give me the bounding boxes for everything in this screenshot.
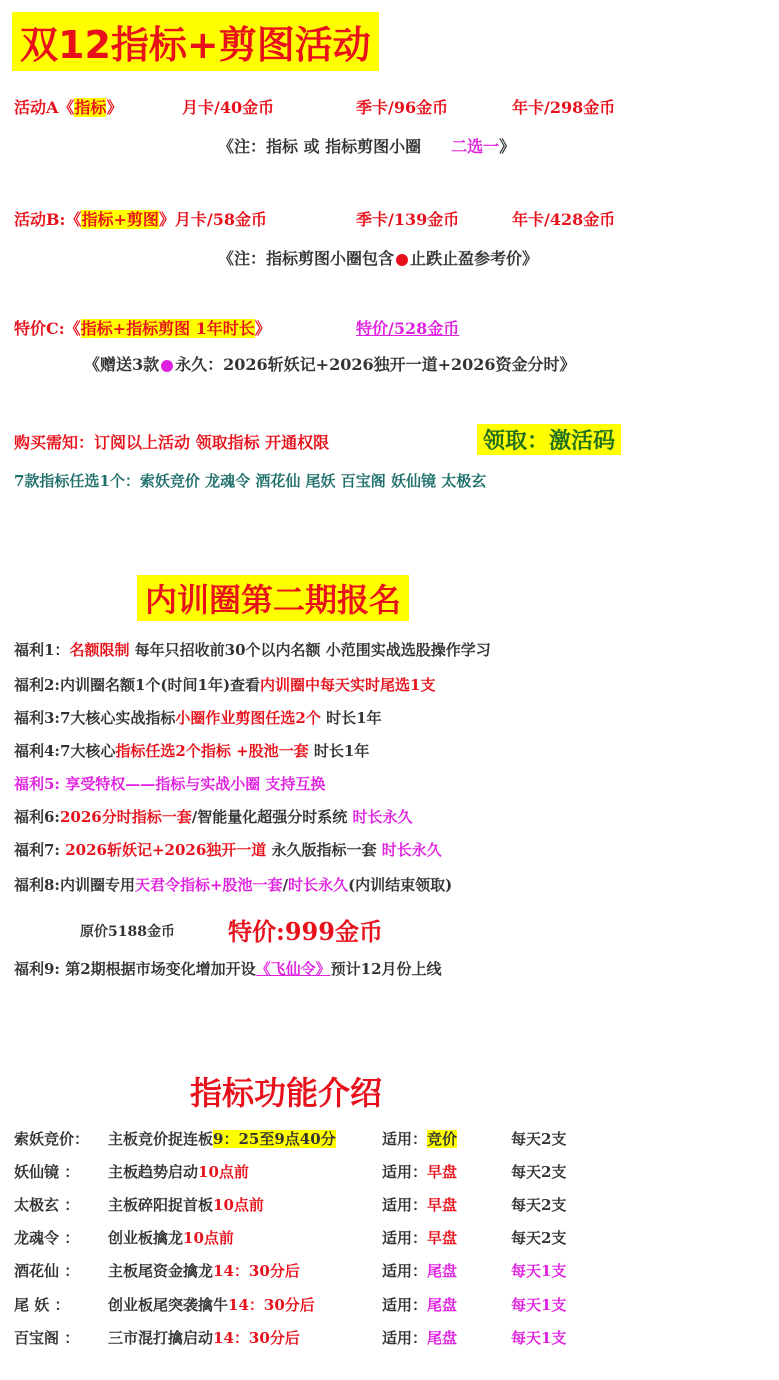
activity-a-label (14, 95, 122, 118)
activation-code-label: 领取：激活码 (477, 424, 621, 455)
benefit-8-sep: / (282, 876, 289, 894)
indicator-use-label: 适用： (382, 1296, 428, 1314)
benefit-8-mag2: 时长永久 (288, 876, 349, 894)
benefit-7-red: 2026斩妖记+2026独开一道 (65, 841, 267, 859)
indicator-frequency: 每天1支 (511, 1262, 567, 1280)
activity-b-note-end: 止跌止盈参考价》 (410, 249, 539, 268)
indicator-use (382, 1161, 457, 1182)
activity-a-quarter: 季卡/96金币 (356, 98, 449, 117)
indicator-desc (108, 1327, 300, 1348)
benefit-7-mag: 时长永久 (381, 841, 442, 859)
indicator-use-value: 竞价 (427, 1130, 458, 1148)
feixianling-link[interactable]: 《飞仙令》 (255, 960, 331, 978)
benefit-3-rest: 时长1年 (320, 709, 382, 727)
indicator-frequency: 每天2支 (511, 1229, 567, 1247)
original-price: 原价5188金币 (80, 924, 175, 940)
indicator-frequency: 每天2支 (511, 1163, 567, 1181)
activity-b-year: 年卡/428金币 (512, 210, 616, 229)
magenta-dot-icon (161, 360, 173, 372)
indicator-time: 14：30分后 (213, 1329, 300, 1347)
benefit-8-rest: (内训结束领取) (348, 876, 453, 894)
indicator-name: 妖仙镜 ： (14, 1163, 80, 1181)
activity-a-highlight: 指标 (74, 98, 107, 117)
indicator-name: 索妖竞价： (14, 1130, 90, 1148)
activity-a-year: 年卡/298金币 (512, 98, 616, 117)
indicator-use-label: 适用： (382, 1262, 428, 1280)
benefit-4 (14, 740, 369, 761)
benefit-7-rest: 永久版指标一套 (266, 841, 382, 859)
benefit-3-red: 小圈作业剪图任选2个 (175, 709, 321, 727)
indicator-desc-text: 主板尾资金擒龙 (108, 1262, 214, 1280)
benefit-3-label: 福利3:7大核心实战指标 (14, 709, 176, 727)
benefit-8-mag1: 天君令指标+股池一套 (134, 876, 283, 894)
benefit-4-label: 福利4:7大核心 (14, 742, 116, 760)
indicator-desc-text: 主板趋势启动 (108, 1163, 199, 1181)
indicator-desc (108, 1194, 264, 1215)
special-c-label (14, 316, 271, 339)
indicator-use (382, 1194, 457, 1215)
indicator-frequency: 每天2支 (511, 1130, 567, 1148)
activity-a-note-choice: 二选一 (451, 137, 500, 156)
indicator-time: 10点前 (183, 1229, 234, 1247)
training-title: 内训圈第二期报名 (137, 575, 409, 621)
special-price: 特价:999金币 (228, 917, 383, 946)
indicator-desc-text: 创业板尾突袭擒牛 (108, 1296, 229, 1314)
benefit-2-red: 内训圈中每天实时尾选1支 (260, 676, 436, 694)
indicator-use-value: 尾盘 (427, 1329, 458, 1347)
indicator-use-value: 尾盘 (427, 1262, 458, 1280)
activity-b-highlight: 指标+剪图 (81, 210, 159, 229)
indicator-use-label: 适用： (382, 1196, 428, 1214)
benefit-2-label: 福利2:内训圈名额1个(时间1年)查看 (14, 676, 261, 694)
activity-b-month: 月卡/58金币 (174, 210, 267, 229)
indicator-use-value: 早盘 (427, 1229, 458, 1247)
activity-a-month: 月卡/40金币 (182, 98, 275, 117)
activity-a-note-end: 》 (499, 137, 516, 156)
indicator-desc-text: 主板竞价捉连板 (108, 1130, 214, 1148)
indicator-desc (108, 1227, 234, 1248)
benefit-1-red: 名额限制 (69, 641, 130, 659)
benefit-9-label: 福利9: 第2期根据市场变化增加开设 (14, 960, 256, 978)
activity-b-label (14, 207, 267, 230)
activity-b-suffix: 》 (158, 210, 175, 229)
activity-b-note-text: 《注：指标剪图小圈包含 (218, 249, 395, 268)
indicator-name: 酒花仙 ： (14, 1262, 80, 1280)
benefit-6-rest: /智能量化超强分时系统 (191, 808, 353, 826)
benefit-6 (14, 806, 412, 827)
activity-b-prefix: 活动B:《 (14, 210, 82, 229)
indicator-name: 百宝阁 ： (14, 1329, 80, 1347)
benefit-1 (14, 639, 491, 660)
special-c-gift-text: 《赠送3款 (84, 355, 160, 374)
indicator-desc (108, 1161, 249, 1182)
special-c-gift-end: 永久：2026斩妖记+2026独开一道+2026资金分时》 (175, 355, 576, 374)
indicator-choice-list: 7款指标任选1个：索妖竞价 龙魂令 酒花仙 尾妖 百宝阁 妖仙镜 太极玄 (14, 472, 487, 490)
indicator-desc-text: 主板碎阳捉首板 (108, 1196, 214, 1214)
indicator-use-value: 早盘 (427, 1163, 458, 1181)
benefit-9-rest: 预计12月份上线 (330, 960, 442, 978)
activity-a-note (218, 134, 515, 157)
indicator-desc (108, 1294, 315, 1315)
special-c-gift (84, 352, 576, 375)
indicator-frequency: 每天1支 (511, 1329, 567, 1347)
indicator-time: 14：30分后 (228, 1296, 315, 1314)
indicator-use-value: 尾盘 (427, 1296, 458, 1314)
red-dot-icon (396, 254, 408, 266)
indicator-frequency: 每天2支 (511, 1196, 567, 1214)
benefit-3 (14, 707, 382, 728)
benefit-7-label: 福利7: (14, 841, 66, 859)
indicator-time: 14：30分后 (213, 1262, 300, 1280)
activity-a-prefix: 活动A《 (14, 98, 75, 117)
benefit-1-rest: 每年只招收前30个以内名额 小范围实战选股操作学习 (129, 641, 491, 659)
activity-a-suffix: 》 (106, 98, 123, 117)
benefit-6-mag: 时长永久 (352, 808, 413, 826)
benefit-5: 福利5: 享受特权——指标与实战小圈 支持互换 (14, 775, 326, 793)
indicators-title: 指标功能介绍 (190, 1074, 383, 1112)
benefit-7 (14, 839, 442, 860)
benefit-2 (14, 674, 436, 695)
activity-b-note (218, 246, 538, 269)
indicator-time: 9：25至9点40分 (213, 1130, 336, 1148)
indicator-use (382, 1128, 457, 1149)
indicator-use (382, 1227, 457, 1248)
benefit-6-label: 福利6: (14, 808, 60, 826)
special-c-price-link[interactable]: 特价/528金币 (356, 319, 460, 338)
page-title: 双12指标+剪图活动 (12, 12, 379, 71)
indicator-use (382, 1294, 457, 1315)
indicator-use-value: 早盘 (427, 1196, 458, 1214)
benefit-6-red: 2026分时指标一套 (59, 808, 192, 826)
indicator-use-label: 适用： (382, 1130, 428, 1148)
indicator-desc (108, 1260, 300, 1281)
indicator-desc-text: 三市混打擒启动 (108, 1329, 214, 1347)
indicator-name: 太极玄 ： (14, 1196, 80, 1214)
indicator-time: 10点前 (198, 1163, 249, 1181)
activity-b-quarter: 季卡/139金币 (356, 210, 460, 229)
benefit-9 (14, 958, 442, 979)
indicator-desc-text: 创业板擒龙 (108, 1229, 184, 1247)
indicator-time: 10点前 (213, 1196, 264, 1214)
purchase-notice: 购买需知：订阅以上活动 领取指标 开通权限 (14, 433, 330, 452)
special-c-suffix: 》 (254, 319, 271, 338)
indicator-use-label: 适用： (382, 1229, 428, 1247)
benefit-4-rest: 时长1年 (308, 742, 370, 760)
indicator-name: 龙魂令 ： (14, 1229, 80, 1247)
special-c-highlight: 指标+指标剪图 1年时长 (80, 319, 255, 338)
benefit-8-label: 福利8:内训圈专用 (14, 876, 135, 894)
indicator-use-label: 适用： (382, 1163, 428, 1181)
benefit-1-label: 福利1： (14, 641, 70, 659)
indicator-use-label: 适用： (382, 1329, 428, 1347)
indicator-use (382, 1327, 457, 1348)
special-c-prefix: 特价C:《 (14, 319, 81, 338)
activity-a-note-text: 《注：指标 或 指标剪图小圈 (218, 137, 422, 156)
benefit-4-red: 指标任选2个指标 +股池一套 (115, 742, 309, 760)
indicator-desc (108, 1128, 336, 1149)
indicator-use (382, 1260, 457, 1281)
benefit-8 (14, 874, 452, 895)
indicator-name: 尾 妖 ： (14, 1296, 70, 1314)
indicator-frequency: 每天1支 (511, 1296, 567, 1314)
